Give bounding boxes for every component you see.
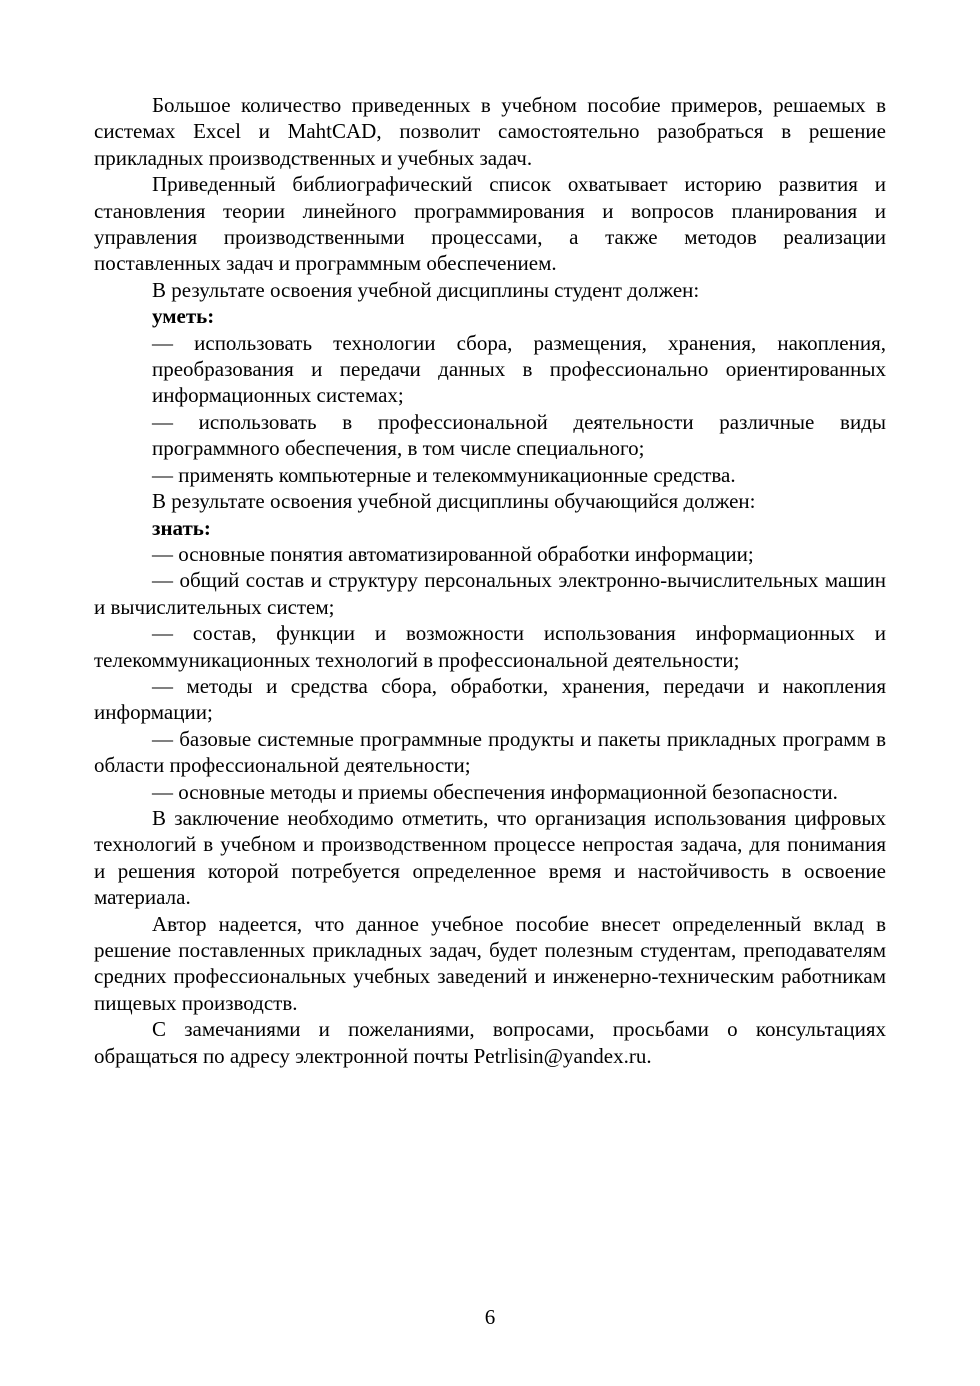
contact-paragraph: С замечаниями и пожеланиями, вопросами, просьбами о консультациях обращаться по адресу электронной почты Petrlisin@yandex.ru.: [94, 1017, 886, 1068]
knowledge-item: — методы и средства сбора, обработки, хранения, передачи и накопления информации;: [94, 673, 886, 725]
bibliography-paragraph: Приведенный библиографический список охватывает историю развития и становления теории линейного программирования и вопросов планирования и управления производственными процессами, а также методов реализации поставленных задач и программным обеспечением.: [94, 172, 886, 276]
skills-heading: уметь:: [152, 304, 215, 329]
page-number: 6: [484, 1305, 496, 1329]
conclusion-paragraph: В заключение необходимо отметить, что организация использования цифровых технологий в учебном и производственном процессе непростая задача, для понимания и решения которой потребуется определенное время и настойчивость в освоение материала.: [94, 805, 886, 910]
knowledge-item: — общий состав и структуру персональных электронно-вычислительных машин и вычислительных систем;: [94, 568, 886, 619]
knowledge-item: — основные понятия автоматизированной обработки информации;: [152, 541, 754, 566]
knowledge-item: — состав, функции и возможности использования информационных и телекоммуникационных технологий в профессиональной деятельности;: [94, 621, 886, 672]
knowledge-item: — основные методы и приемы обеспечения информационной безопасности.: [152, 779, 838, 804]
author-hope-paragraph: Автор надеется, что данное учебное пособие внесет определенный вклад в решение поставленных прикладных задач, будет полезным студентам, преподавателям средних профессиональных учебных заведений и инженерно-техническим работникам пищевых производств.: [94, 911, 886, 1015]
page-body: [94, 92, 886, 1069]
skills-item: — применять компьютерные и телекоммуникационные средства.: [152, 462, 736, 487]
knowledge-heading: знать:: [152, 515, 211, 540]
student-outcome-paragraph: В результате освоения учебной дисциплины студент должен:: [152, 277, 700, 302]
intro-paragraph: Большое количество приведенных в учебном пособие примеров, решаемых в системах Excel и MahtCAD, позволит самостоятельно разобраться в решение прикладных производственных и учебных задач.: [94, 93, 886, 170]
learner-outcome-paragraph: В результате освоения учебной дисциплины обучающийся должен:: [152, 489, 756, 514]
skills-item: — использовать технологии сбора, размещения, хранения, накопления, преобразования и передачи данных в профессионально ориентированных информационных системах;: [152, 330, 886, 408]
knowledge-item: — базовые системные программные продукты и пакеты прикладных программ в области профессиональной деятельности;: [94, 726, 886, 778]
skills-item: — использовать в профессиональной деятельности различные виды программного обеспечения, в том числе специального;: [152, 409, 886, 461]
